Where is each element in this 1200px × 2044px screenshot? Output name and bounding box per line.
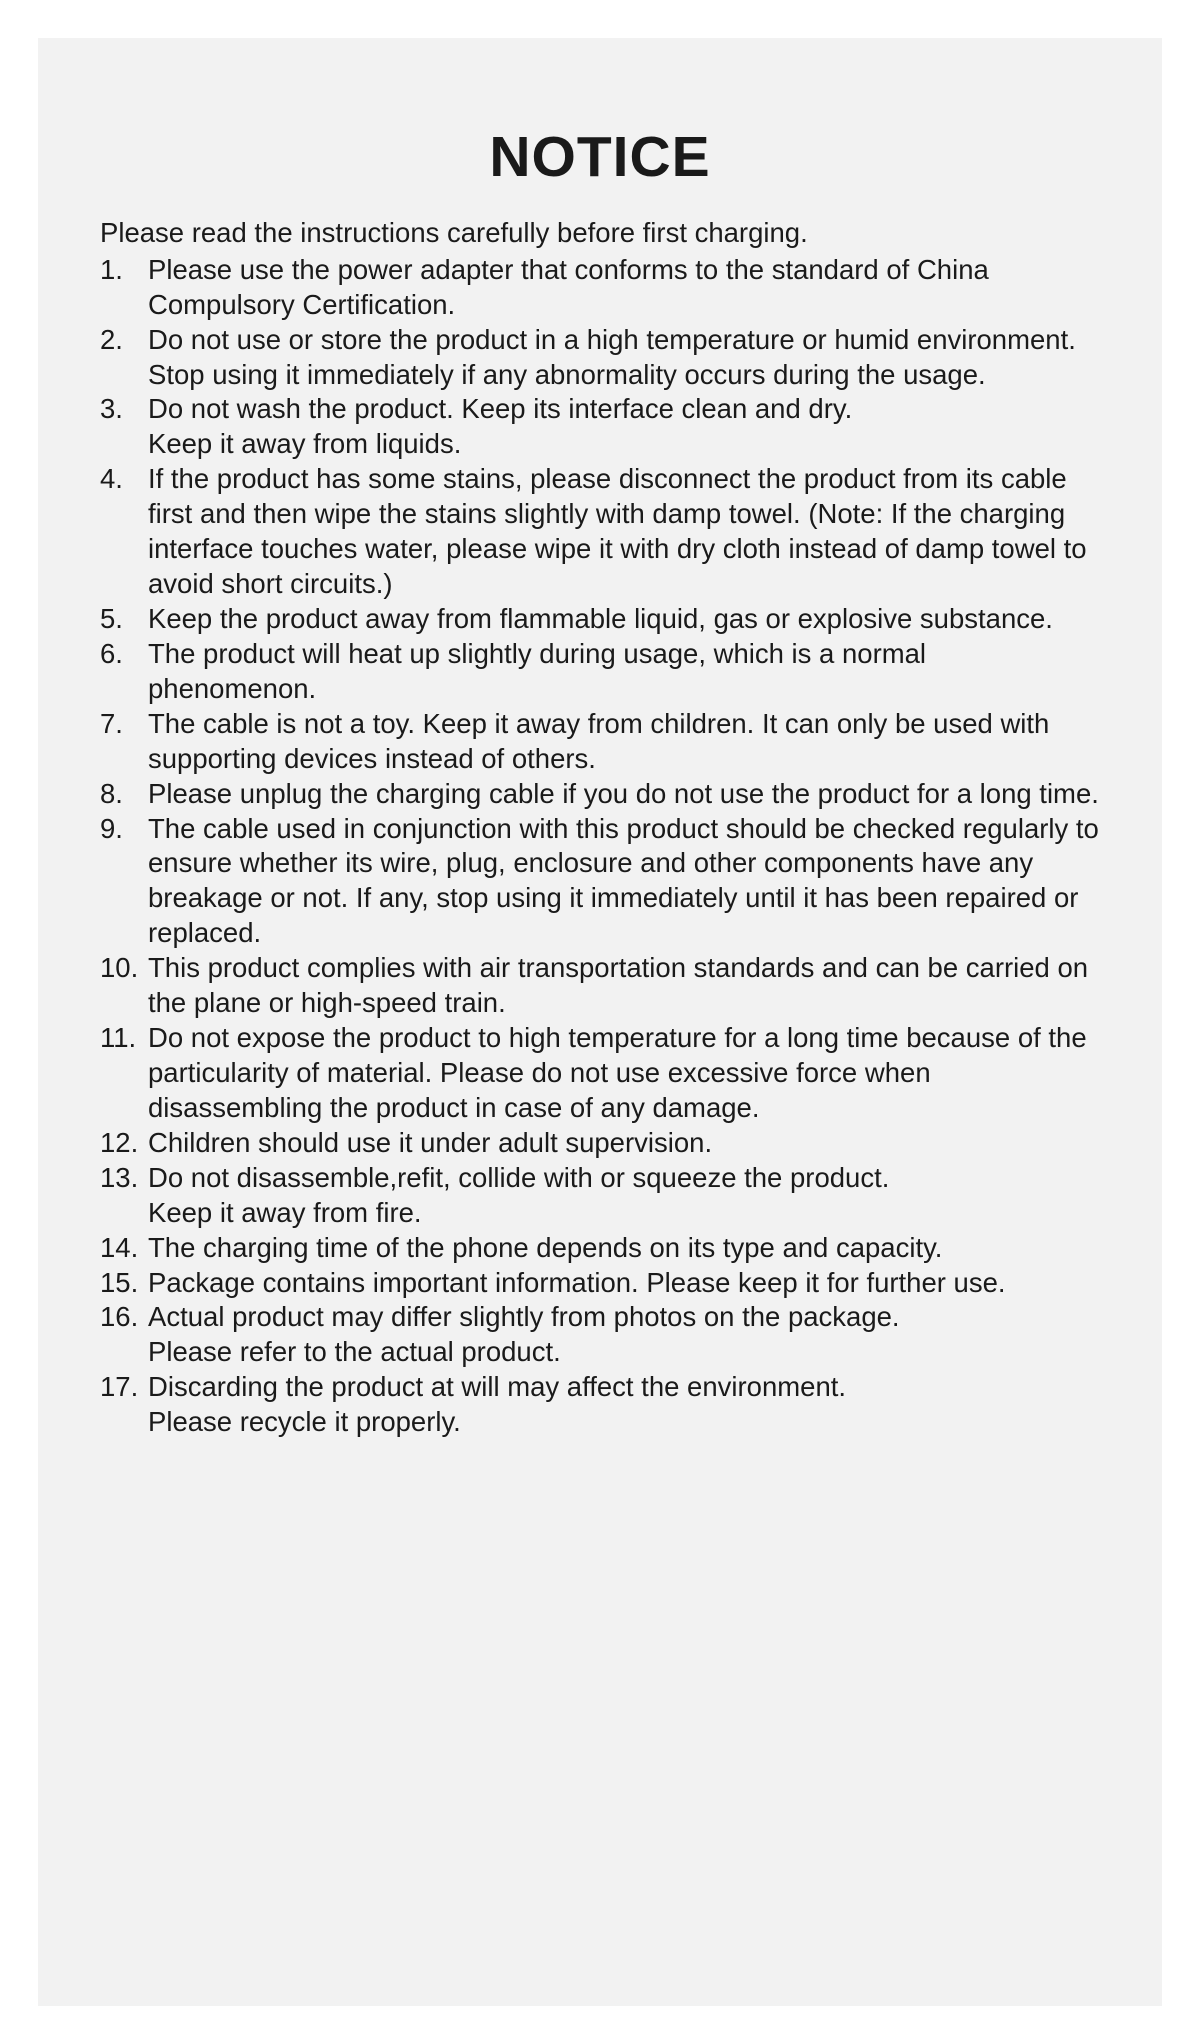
list-item-text: This product complies with air transportation standards and can be carried on the plane or high-speed train.	[148, 952, 1089, 1019]
list-item-number: 12.	[100, 1126, 139, 1158]
list-item-text: Package contains important information. Please keep it for further use.	[148, 1266, 1006, 1298]
list-item-text: Discarding the product at will may affect the environment.	[148, 1371, 847, 1403]
list-item-number: 4.	[100, 463, 123, 495]
list-item	[100, 1161, 1100, 1231]
list-item-number: 10.	[100, 952, 139, 984]
page-title: NOTICE	[489, 125, 711, 189]
list-item-number: 15.	[100, 1266, 139, 1298]
list-item-text: The cable is not a toy. Keep it away from children. It can only be used with supporting devices instead of others.	[148, 707, 1050, 774]
intro-text: Please read the instructions carefully before first charging.	[100, 216, 808, 248]
list-item	[100, 253, 1100, 323]
list-item	[100, 602, 1100, 637]
list-item-number: 9.	[100, 812, 123, 844]
list-item-number: 3.	[100, 393, 123, 425]
list-item-number: 16.	[100, 1301, 139, 1333]
list-item-text: The cable used in conjunction with this product should be checked regularly to ensure whether its wire, plug, enclosure and other components have any breakage or not. If any, stop using it immediately until it has been repaired or replaced.	[148, 812, 1099, 949]
list-item-text-continued: Keep it away from liquids.	[148, 428, 462, 460]
list-item	[100, 462, 1100, 602]
list-item-text: Please unplug the charging cable if you do not use the product for a long time.	[148, 777, 1099, 809]
list-item	[100, 1021, 1100, 1126]
list-item-number: 14.	[100, 1231, 139, 1263]
list-item-number: 1.	[100, 253, 123, 285]
list-item	[100, 323, 1100, 393]
list-item	[100, 1370, 1100, 1440]
list-item-number: 5.	[100, 602, 123, 634]
notice-card	[38, 38, 1162, 2006]
list-item-text: The charging time of the phone depends on its type and capacity.	[148, 1231, 943, 1263]
list-item-number: 7.	[100, 707, 123, 739]
list-item	[100, 392, 1100, 462]
list-item-text-continued: Keep it away from fire.	[148, 1196, 422, 1228]
list-item	[100, 637, 1100, 707]
list-item-number: 6.	[100, 637, 123, 669]
list-item-text: Children should use it under adult supervision.	[148, 1126, 713, 1158]
notice-list	[100, 253, 1100, 1440]
list-item	[100, 812, 1100, 952]
list-item-number: 2.	[100, 323, 123, 355]
list-item-text-continued: Please refer to the actual product.	[148, 1336, 561, 1368]
list-item-text: Do not disassemble,refit, collide with or squeeze the product.	[148, 1161, 890, 1193]
list-item	[100, 777, 1100, 812]
list-item	[100, 951, 1100, 1021]
list-item-number: 8.	[100, 777, 123, 809]
list-item-text: Keep the product away from flammable liquid, gas or explosive substance.	[148, 602, 1053, 634]
list-item-text-continued: Please recycle it properly.	[148, 1406, 461, 1438]
list-item-text: Please use the power adapter that conforms to the standard of China Compulsory Certification.	[148, 253, 989, 320]
list-item	[100, 1266, 1100, 1301]
list-item-text: If the product has some stains, please disconnect the product from its cable first and then wipe the stains slightly with damp towel. (Note: If the charging interface touches water, please wipe it with dry cloth instead of damp towel to avoid short circuits.)	[148, 463, 1087, 600]
list-item-text: The product will heat up slightly during usage, which is a normal phenomenon.	[148, 637, 927, 704]
list-item-text: Do not expose the product to high temperature for a long time because of the particularity of material. Please do not use excessive force when disassembling the product in case of any damage.	[148, 1022, 1087, 1123]
list-item	[100, 707, 1100, 777]
list-item-number: 11.	[100, 1022, 137, 1054]
list-item-number: 13.	[100, 1161, 139, 1193]
list-item-text: Do not wash the product. Keep its interface clean and dry.	[148, 393, 853, 425]
list-item-text: Do not use or store the product in a high temperature or humid environment. Stop using it immediately if any abnormality occurs during the usage.	[148, 323, 1076, 390]
list-item	[100, 1126, 1100, 1161]
list-item-number: 17.	[100, 1371, 139, 1403]
list-item	[100, 1231, 1100, 1266]
list-item	[100, 1300, 1100, 1370]
list-item-text: Actual product may differ slightly from photos on the package.	[148, 1301, 900, 1333]
